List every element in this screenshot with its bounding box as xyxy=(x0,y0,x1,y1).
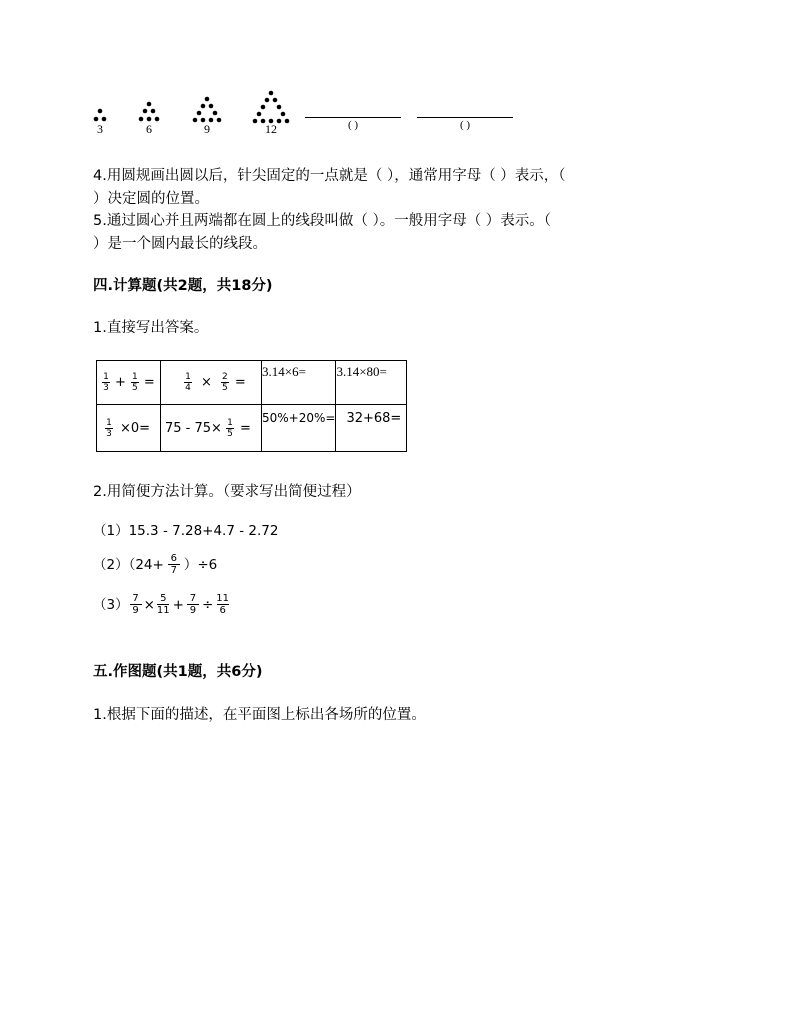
drawing-question-1: 1.根据下面的描述，在平面图上标出各场所的位置。 xyxy=(93,707,426,723)
fraction: $\frac{1}{4}$ xyxy=(185,372,191,393)
fraction: $\frac{7}{9}$ xyxy=(187,593,199,616)
answer-blank-paren: ( ) xyxy=(347,119,359,131)
direct-answer-table xyxy=(96,360,407,452)
answer-blank-paren: ( ) xyxy=(459,119,471,131)
dot-count-label: 12 xyxy=(265,122,277,136)
fraction: $\frac{7}{9}$ xyxy=(130,593,142,616)
answer-blank-line[interactable] xyxy=(417,117,513,118)
fraction: $\frac{2}{5}$ xyxy=(222,372,228,393)
dot-count-label: 6 xyxy=(146,122,152,136)
dot-count-label: 9 xyxy=(204,122,210,136)
fraction: $\frac{1}{3}$ xyxy=(103,372,109,393)
dot-count-label: 3 xyxy=(97,122,103,136)
answer-blank-line[interactable] xyxy=(305,117,401,118)
calc-subquestion-3: （3） $\frac{7}{9}$ × $\frac{5}{11}$ + $\frac{7}{9}$ ÷ $\frac{11}{6}$ xyxy=(93,593,229,616)
question-4-line-1: 4.用圆规画出圆以后，针尖固定的一点就是（ ），通常用字母（ ）表示，（ xyxy=(93,168,566,184)
calc-question-2: 2.用简便方法计算。（要求写出简便过程） xyxy=(93,484,361,500)
table-cell: 50%+20%= xyxy=(262,405,336,452)
fraction: $\frac{1}{5}$ xyxy=(132,372,138,393)
table-cell: $\frac{1}{4}$ × $\frac{2}{5}$ = xyxy=(161,361,262,405)
fraction: $\frac{1}{5}$ xyxy=(227,417,233,439)
table-cell: 3.14×80= xyxy=(336,361,407,405)
fraction: $\frac{1}{3}$ xyxy=(106,417,112,439)
calc-subquestion-2: （2）（24+ $\frac{6}{7}$ ）÷6 xyxy=(93,553,218,576)
calc-subquestion-1: （1）15.3 - 7.28+4.7 - 2.72 xyxy=(93,523,279,539)
question-5-line-2: ）是一个圆内最长的线段。 xyxy=(93,236,267,252)
fraction: $\frac{5}{11}$ xyxy=(156,593,170,616)
table-cell: 3.14×6= xyxy=(262,361,336,405)
section-4-heading: 四.计算题(共2题，共18分) xyxy=(93,278,273,294)
table-cell: $\frac{1}{3}$ + $\frac{1}{5}$ = xyxy=(97,361,161,405)
table-cell: 75 - 75× $\frac{1}{5}$ = xyxy=(161,405,262,452)
fraction: $\frac{6}{7}$ xyxy=(168,553,180,576)
table-cell: 32+68= xyxy=(336,405,407,452)
table-cell: $\frac{1}{3}$ ×0= xyxy=(97,405,161,452)
question-5-line-1: 5.通过圆心并且两端都在圆上的线段叫做（ ）。一般用字母（ ）表示。（ xyxy=(93,213,552,229)
question-4-line-2: ）决定圆的位置。 xyxy=(93,191,209,207)
fraction: $\frac{11}{6}$ xyxy=(216,593,229,616)
calc-question-1: 1.直接写出答案。 xyxy=(93,320,209,336)
section-5-heading: 五.作图题(共1题，共6分) xyxy=(93,664,263,680)
